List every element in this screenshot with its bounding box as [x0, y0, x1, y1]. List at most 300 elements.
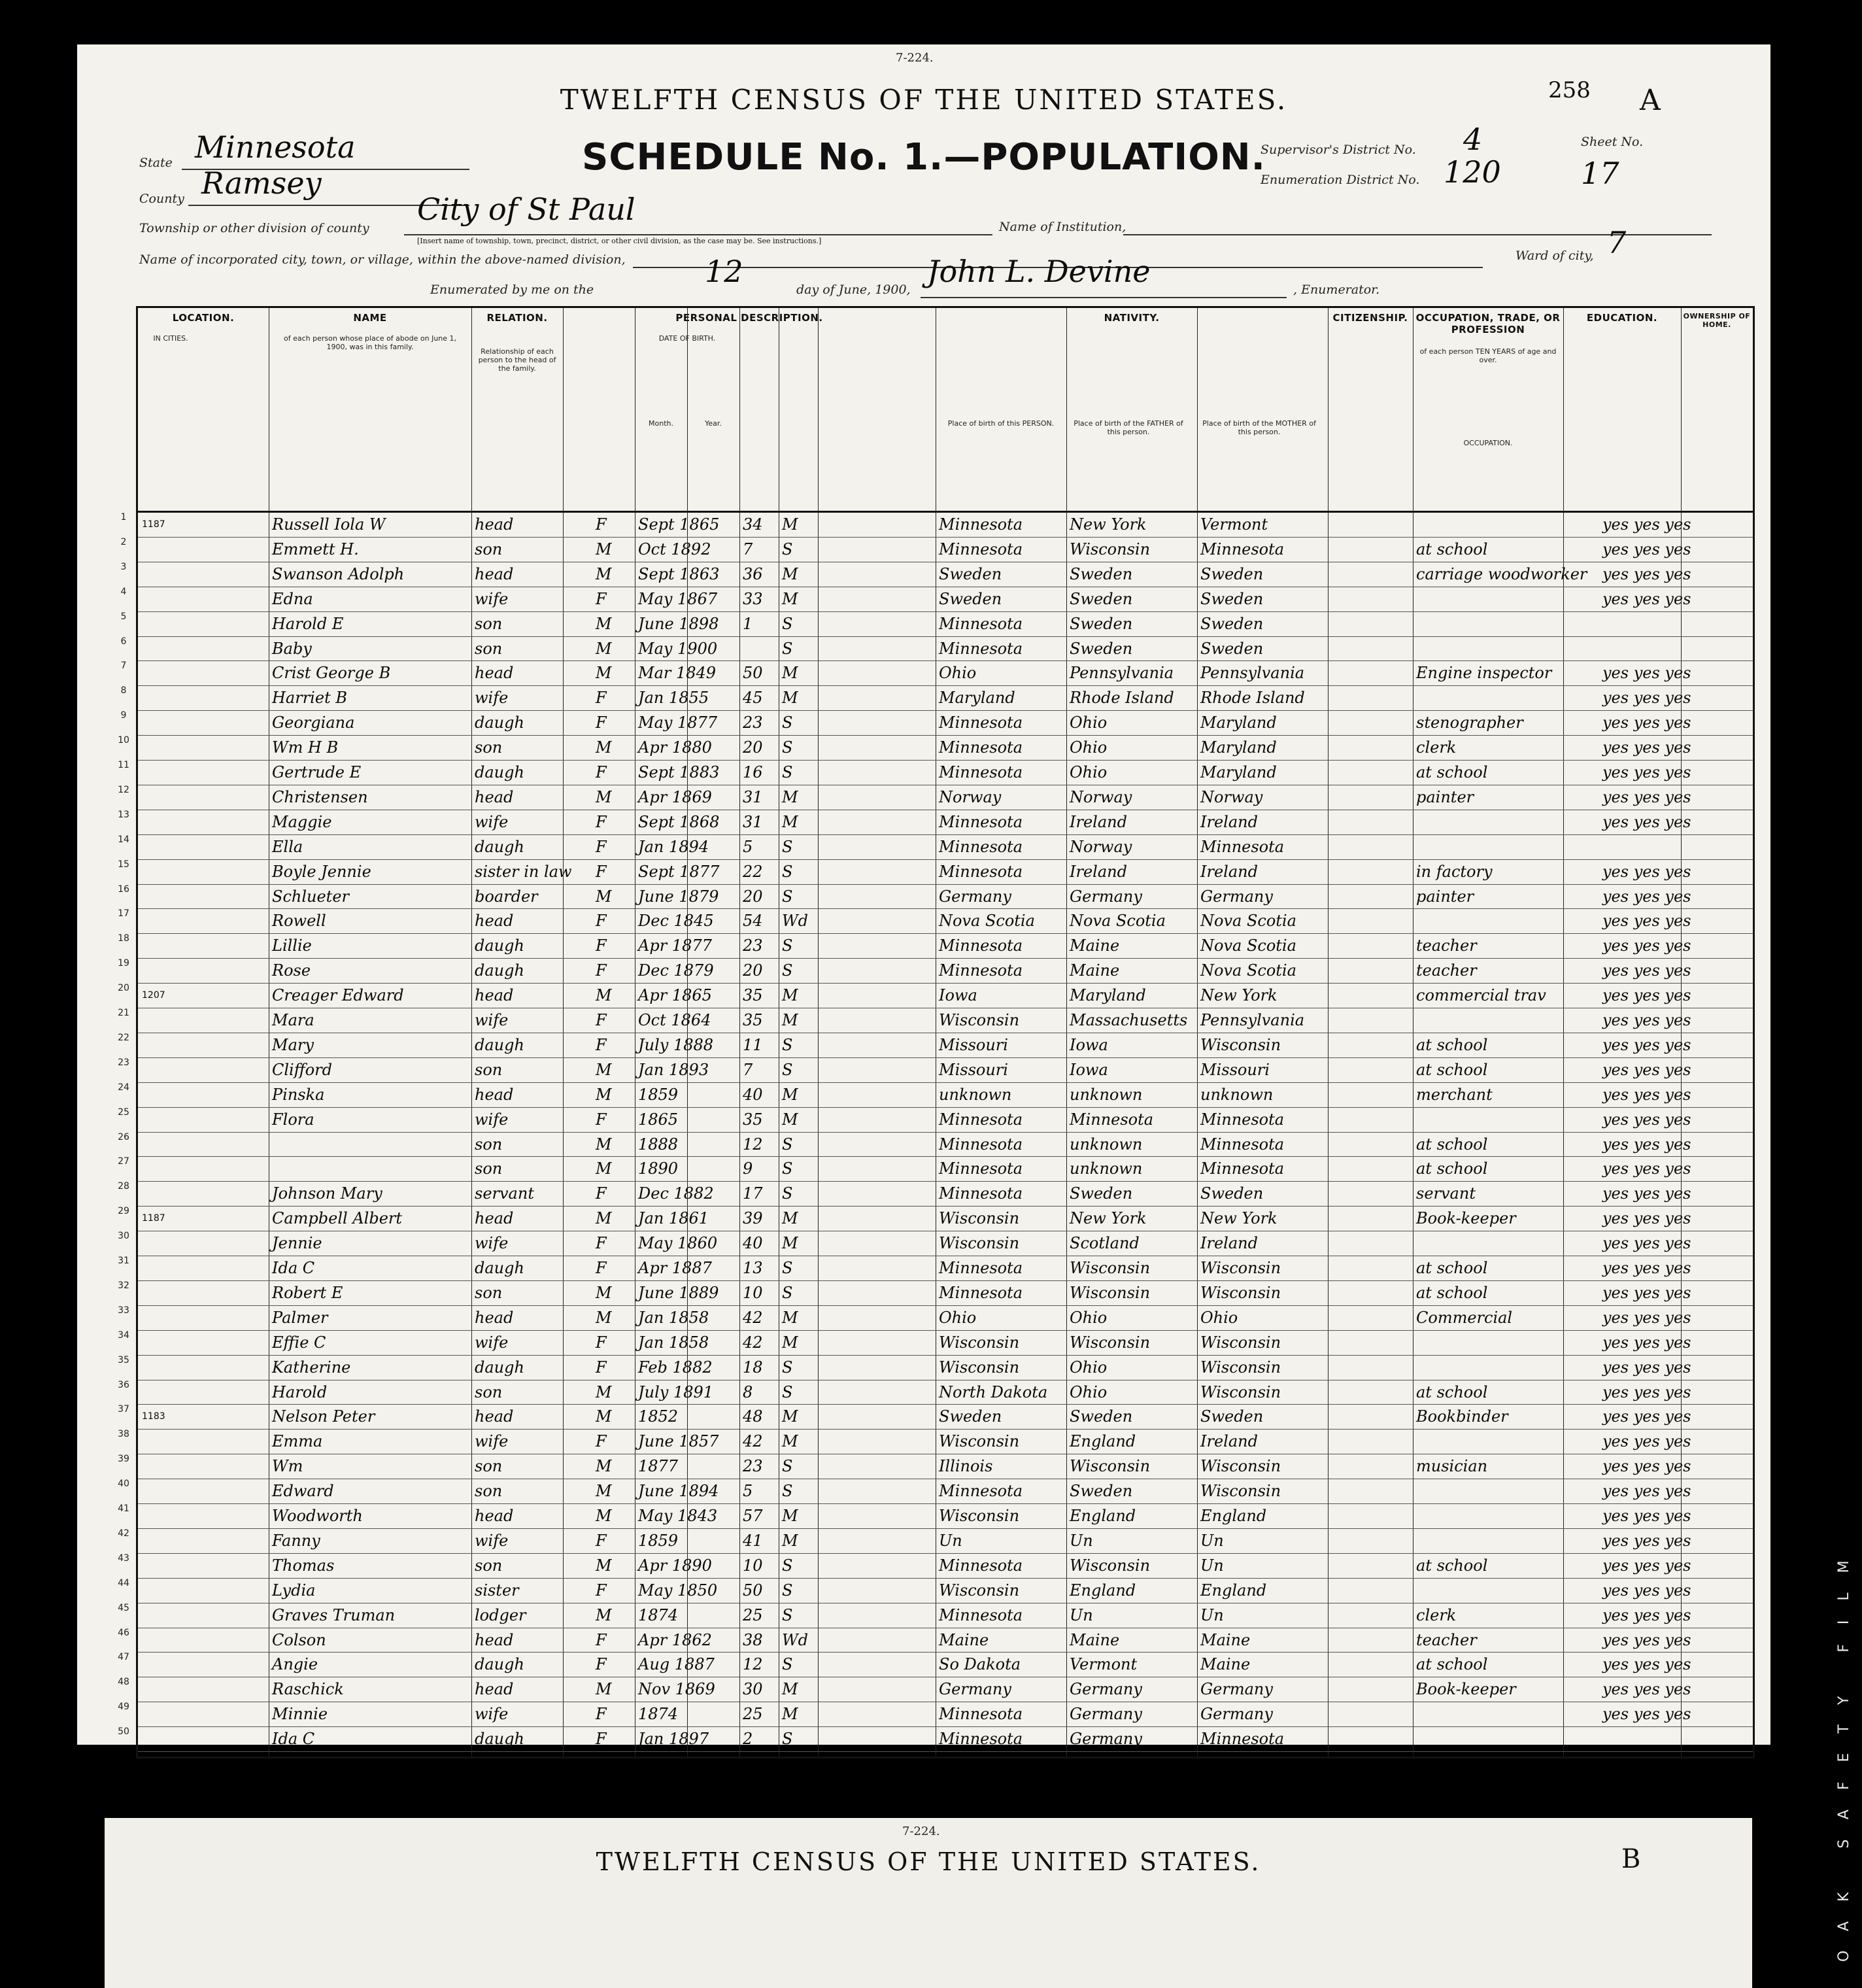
cell-edu: yes yes yes: [1602, 1358, 1691, 1377]
name-description: of each person whose place of abode on June 1, 1900, was in this family.: [283, 334, 457, 351]
cell-edu: yes yes yes: [1602, 1259, 1691, 1277]
cell-nat_f: Sweden: [1070, 1482, 1133, 1501]
cell-age: 31: [743, 787, 763, 806]
cell-name: Rose: [272, 961, 311, 980]
cell-n: 14: [118, 834, 129, 845]
cell-edu: yes yes yes: [1602, 1655, 1691, 1674]
cell-birth: Apr 1862: [638, 1630, 712, 1649]
cell-sex: M: [596, 1308, 612, 1327]
cell-age: 31: [743, 812, 763, 831]
cell-edu: yes yes yes: [1602, 1432, 1691, 1451]
cell-n: 47: [118, 1652, 129, 1663]
cell-age: 25: [743, 1605, 763, 1624]
cell-edu: yes yes yes: [1602, 1283, 1691, 1302]
cell-nat_m: Ohio: [1200, 1308, 1238, 1327]
relation-description: Relationship of each person to the head of the family.: [478, 347, 556, 373]
cell-name: Campbell Albert: [272, 1209, 403, 1228]
cell-occ: Engine inspector: [1416, 664, 1552, 683]
cell-edu: yes yes yes: [1602, 1705, 1691, 1724]
cell-cond: M: [782, 1705, 798, 1724]
cell-n: 3: [120, 561, 127, 572]
cell-occ: at school: [1416, 763, 1488, 781]
cell-occ: at school: [1416, 1382, 1488, 1401]
cell-occ: at school: [1416, 1060, 1488, 1079]
cell-n: 5: [120, 611, 127, 622]
enumeration-value: 120: [1444, 154, 1501, 190]
cell-occ: carriage woodworker: [1416, 564, 1587, 583]
cell-rel: wife: [475, 1110, 509, 1129]
cell-birth: May 1900: [638, 639, 718, 658]
institution-label: Name of Institution,: [999, 220, 1126, 234]
cell-cond: M: [782, 1234, 798, 1253]
cell-sex: F: [596, 515, 607, 534]
cell-cond: S: [782, 1060, 793, 1079]
cell-name: Robert E: [272, 1283, 343, 1302]
cell-nat_f: Norway: [1070, 837, 1132, 856]
cell-n: 49: [118, 1702, 129, 1713]
cell-nat_f: Wisconsin: [1070, 1457, 1151, 1476]
cell-age: 36: [743, 564, 763, 583]
cell-sex: F: [596, 1655, 607, 1674]
cell-age: 41: [743, 1531, 763, 1550]
cell-occ: teacher: [1416, 1630, 1477, 1649]
cell-name: Pinska: [272, 1085, 325, 1104]
cell-cond: Wd: [782, 912, 809, 931]
cell-n: 7: [120, 660, 127, 672]
cell-nat_f: Wisconsin: [1070, 1333, 1151, 1352]
cell-nat_f: New York: [1070, 1209, 1147, 1228]
cell-edu: yes yes yes: [1602, 713, 1691, 732]
cell-cond: M: [782, 664, 798, 683]
cell-n: 11: [118, 760, 129, 770]
cell-sex: F: [596, 589, 607, 608]
cell-nat_m: Ireland: [1200, 1234, 1258, 1253]
cell-nat_f: unknown: [1070, 1085, 1143, 1104]
cell-rel: daugh: [475, 1730, 524, 1749]
cell-sex: F: [596, 961, 607, 980]
cell-sex: F: [596, 713, 607, 732]
cell-edu: yes yes yes: [1602, 589, 1691, 608]
cell-nat_m: Minnesota: [1200, 1159, 1285, 1178]
cell-nat_m: Maine: [1200, 1630, 1251, 1649]
cell-n: 10: [118, 735, 129, 746]
cell-nat_m: Germany: [1200, 887, 1273, 906]
cell-sex: M: [596, 1283, 612, 1302]
cell-rel: head: [475, 1308, 514, 1327]
cell-nat_p: Wisconsin: [939, 1234, 1020, 1253]
cell-rel: daugh: [475, 1655, 524, 1674]
cell-nat_p: Missouri: [939, 1035, 1008, 1054]
cell-occ: clerk: [1416, 1605, 1457, 1624]
cell-name: Baby: [272, 639, 312, 658]
month-label: Month.: [649, 419, 673, 428]
cell-n: 26: [118, 1131, 129, 1142]
cell-n: 33: [118, 1305, 129, 1316]
sheet-letter: A: [1640, 84, 1661, 117]
cell-birth: May 1843: [638, 1507, 718, 1525]
enumeration-label: Enumeration District No.: [1261, 173, 1420, 187]
cell-rel: head: [475, 1507, 514, 1525]
cell-nat_p: Minnesota: [939, 1705, 1023, 1724]
cell-nat_m: Maryland: [1200, 738, 1277, 757]
cell-name: Clifford: [272, 1060, 333, 1079]
cell-birth: May 1850: [638, 1581, 718, 1600]
cell-n: 6: [120, 636, 127, 647]
cell-rel: head: [475, 912, 514, 931]
cell-name: Angie: [272, 1655, 318, 1674]
cell-nat_p: Wisconsin: [939, 1432, 1020, 1451]
ward-label: Ward of city,: [1515, 248, 1594, 263]
cell-n: 20: [118, 983, 129, 994]
cell-edu: yes yes yes: [1602, 1581, 1691, 1600]
cell-age: 40: [743, 1085, 763, 1104]
cell-n: 43: [118, 1552, 129, 1564]
cell-name: Fanny: [272, 1531, 320, 1550]
cell-sex: F: [596, 1035, 607, 1054]
enumerated-mid: day of June, 1900,: [796, 283, 911, 297]
cell-occ: at school: [1416, 1259, 1488, 1277]
cell-age: 22: [743, 862, 763, 881]
cell-occ: servant: [1416, 1184, 1476, 1203]
cell-cond: M: [782, 1407, 798, 1426]
cell-name: Edna: [272, 589, 313, 608]
cell-edu: yes yes yes: [1602, 1060, 1691, 1079]
cell-edu: yes yes yes: [1602, 887, 1691, 906]
cell-name: Graves Truman: [272, 1605, 396, 1624]
cell-age: 7: [743, 1060, 753, 1079]
cell-birth: Aug 1887: [638, 1655, 715, 1674]
cell-nat_f: England: [1070, 1507, 1136, 1525]
cell-age: 25: [743, 1705, 763, 1724]
cell-nat_p: Minnesota: [939, 1605, 1023, 1624]
cell-rel: wife: [475, 1705, 509, 1724]
col-group-relation: RELATION.: [486, 312, 548, 324]
cell-name: Schlueter: [272, 887, 349, 906]
cell-nat_f: Sweden: [1070, 1184, 1133, 1203]
cell-n: 18: [118, 933, 129, 944]
cell-age: 17: [743, 1184, 763, 1203]
cell-sex: M: [596, 1085, 612, 1104]
cell-n: 12: [118, 784, 129, 795]
cell-nat_p: Wisconsin: [939, 1333, 1020, 1352]
col-group-citizenship: CITIZENSHIP.: [1332, 312, 1408, 324]
cell-age: 30: [743, 1680, 763, 1699]
cell-nat_f: England: [1070, 1581, 1136, 1600]
cell-birth: Nov 1869: [638, 1680, 715, 1699]
cell-age: 20: [743, 887, 763, 906]
enumerator-value: John L. Devine: [927, 254, 1151, 289]
cell-nat_p: Minnesota: [939, 837, 1023, 856]
cell-nat_f: Vermont: [1070, 1655, 1138, 1674]
cell-nat_f: Ohio: [1070, 738, 1108, 757]
cell-name: Emma: [272, 1432, 323, 1451]
cell-nat_p: Maine: [939, 1630, 989, 1649]
cell-occ: clerk: [1416, 738, 1457, 757]
cell-rel: daugh: [475, 837, 524, 856]
cell-name: Wm H B: [272, 738, 339, 757]
cell-cond: M: [782, 1432, 798, 1451]
cell-nat_f: Germany: [1070, 1705, 1142, 1724]
cell-birth: June 1898: [638, 614, 719, 633]
cell-sex: M: [596, 540, 612, 558]
census-sheet-b: [105, 1818, 1752, 1988]
cell-nat_m: Maryland: [1200, 763, 1277, 781]
cell-rel: wife: [475, 1333, 509, 1352]
cell-nat_m: Wisconsin: [1200, 1333, 1281, 1352]
cell-edu: yes yes yes: [1602, 1630, 1691, 1649]
person-birth-label: Place of birth of this PERSON.: [947, 419, 1055, 428]
cell-n: 1: [120, 512, 127, 523]
cell-rel: son: [475, 1283, 503, 1302]
cell-sex: F: [596, 1581, 607, 1600]
cell-rel: son: [475, 614, 503, 633]
table-header: [138, 308, 1753, 513]
cell-birth: 1890: [638, 1159, 679, 1178]
cell-nat_p: Missouri: [939, 1060, 1008, 1079]
cell-name: Gertrude E: [272, 763, 362, 781]
cell-n: 34: [118, 1329, 129, 1341]
cell-edu: yes yes yes: [1602, 1085, 1691, 1104]
cell-rel: daugh: [475, 713, 524, 732]
col-group-nativity: NATIVITY.: [1104, 312, 1160, 324]
cell-nat_m: Minnesota: [1200, 540, 1285, 558]
cell-birth: 1874: [638, 1605, 679, 1624]
cell-rel: son: [475, 738, 503, 757]
cell-sex: M: [596, 1159, 612, 1178]
cell-rel: boarder: [475, 887, 538, 906]
cell-cond: S: [782, 1358, 793, 1377]
supervisor-value: 4: [1463, 122, 1483, 157]
cell-edu: yes yes yes: [1602, 787, 1691, 806]
cell-name: Raschick: [272, 1680, 344, 1699]
cell-nat_p: Minnesota: [939, 1259, 1023, 1277]
cell-n: 24: [118, 1082, 129, 1093]
cell-sex: F: [596, 1730, 607, 1749]
cell-nat_p: Minnesota: [939, 812, 1023, 831]
cell-sex: M: [596, 564, 612, 583]
cell-age: 23: [743, 713, 763, 732]
cell-birth: Sept 1868: [638, 812, 720, 831]
cell-age: 12: [743, 1135, 763, 1154]
cell-n: 8: [120, 685, 127, 696]
cell-nat_p: Wisconsin: [939, 1581, 1020, 1600]
cell-cond: S: [782, 1655, 793, 1674]
cell-name: Edward: [272, 1482, 334, 1501]
cell-rel: wife: [475, 1432, 509, 1451]
cell-name: Wm: [272, 1457, 303, 1476]
cell-birth: June 1879: [638, 887, 719, 906]
cell-name: Harriet B: [272, 689, 347, 708]
cell-cond: S: [782, 1457, 793, 1476]
census-title-b: TWELFTH CENSUS OF THE UNITED STATES.: [596, 1847, 1261, 1876]
cell-cond: M: [782, 1110, 798, 1129]
cell-nat_p: Minnesota: [939, 1283, 1023, 1302]
cell-rel: son: [475, 1060, 503, 1079]
cell-nat_p: Minnesota: [939, 862, 1023, 881]
cell-nat_f: Ohio: [1070, 1358, 1108, 1377]
cell-name: Flora: [272, 1110, 314, 1129]
cell-sex: F: [596, 1630, 607, 1649]
cell-nat_f: Ireland: [1070, 862, 1127, 881]
cell-rel: lodger: [475, 1605, 526, 1624]
cell-birth: Dec 1879: [638, 961, 714, 980]
cell-age: 23: [743, 1457, 763, 1476]
cell-birth: Sept 1863: [638, 564, 720, 583]
cell-cond: M: [782, 1507, 798, 1525]
cell-sex: F: [596, 1531, 607, 1550]
cell-cond: M: [782, 1011, 798, 1029]
cell-age: 10: [743, 1283, 763, 1302]
cell-nat_m: Germany: [1200, 1680, 1273, 1699]
cell-rel: daugh: [475, 961, 524, 980]
cell-nat_p: Un: [939, 1531, 962, 1550]
cell-birth: Feb 1882: [638, 1358, 713, 1377]
enumerated-prefix: Enumerated by me on the: [430, 283, 594, 297]
cell-birth: Jan 1855: [638, 689, 709, 708]
cell-cond: S: [782, 1605, 793, 1624]
cell-nat_p: Sweden: [939, 1407, 1002, 1426]
cell-occ: musician: [1416, 1457, 1488, 1476]
cell-age: 42: [743, 1432, 763, 1451]
cell-age: 54: [743, 912, 763, 931]
cell-rel: daugh: [475, 1035, 524, 1054]
cell-nat_f: Ohio: [1070, 1382, 1108, 1401]
cell-age: 10: [743, 1556, 763, 1575]
cell-nat_m: Nova Scotia: [1200, 961, 1296, 980]
father-birth-label: Place of birth of the FATHER of this person.: [1074, 419, 1183, 436]
cell-birth: 1859: [638, 1531, 679, 1550]
cell-nat_m: Wisconsin: [1200, 1457, 1281, 1476]
cell-nat_p: North Dakota: [939, 1382, 1048, 1401]
cell-nat_p: Wisconsin: [939, 1209, 1020, 1228]
cell-n: 50: [118, 1726, 129, 1738]
cell-house: 1187: [142, 519, 165, 530]
cell-age: 35: [743, 1011, 763, 1029]
cell-sex: M: [596, 614, 612, 633]
form-number: 7-224.: [896, 51, 934, 65]
cell-name: Boyle Jennie: [272, 862, 371, 881]
cell-n: 27: [118, 1156, 129, 1167]
cell-sex: M: [596, 1556, 612, 1575]
cell-nat_f: Norway: [1070, 787, 1132, 806]
cell-nat_f: Maine: [1070, 961, 1120, 980]
cell-cond: M: [782, 1308, 798, 1327]
cell-age: 11: [743, 1035, 763, 1054]
cell-birth: June 1894: [638, 1482, 719, 1501]
cell-name: Ida C: [272, 1730, 315, 1749]
cell-occ: Commercial: [1416, 1308, 1513, 1327]
cell-sex: F: [596, 1358, 607, 1377]
cell-edu: yes yes yes: [1602, 862, 1691, 881]
cell-edu: yes yes yes: [1602, 1531, 1691, 1550]
cell-sex: M: [596, 1482, 612, 1501]
cell-name: Harold: [272, 1382, 328, 1401]
cell-edu: yes yes yes: [1602, 738, 1691, 757]
cell-cond: M: [782, 812, 798, 831]
cell-n: 21: [118, 1008, 129, 1018]
cell-nat_p: Minnesota: [939, 936, 1023, 955]
cell-n: 38: [118, 1429, 129, 1440]
cell-nat_f: Maryland: [1070, 986, 1146, 1005]
cell-cond: S: [782, 639, 793, 658]
cell-nat_m: Wisconsin: [1200, 1259, 1281, 1277]
cell-age: 42: [743, 1333, 763, 1352]
cell-sex: M: [596, 664, 612, 683]
cell-n: 39: [118, 1454, 129, 1465]
cell-sex: F: [596, 1184, 607, 1203]
cell-name: Mara: [272, 1011, 314, 1029]
cell-edu: yes yes yes: [1602, 812, 1691, 831]
cell-nat_p: Ohio: [939, 664, 977, 683]
cell-birth: Apr 1890: [638, 1556, 712, 1575]
year-label: Year.: [705, 419, 722, 428]
cell-nat_f: Ohio: [1070, 713, 1108, 732]
cell-house: 1187: [142, 1213, 165, 1224]
cell-age: 1: [743, 614, 753, 633]
cell-nat_m: Wisconsin: [1200, 1283, 1281, 1302]
cell-birth: Jan 1897: [638, 1730, 709, 1749]
cell-n: 19: [118, 958, 129, 969]
cell-nat_p: Nova Scotia: [939, 912, 1035, 931]
cell-age: 34: [743, 515, 763, 534]
cell-nat_f: Ireland: [1070, 812, 1127, 831]
cell-name: Emmett H.: [272, 540, 359, 558]
cell-sex: F: [596, 912, 607, 931]
cell-nat_p: Minnesota: [939, 1135, 1023, 1154]
cell-nat_m: Sweden: [1200, 614, 1264, 633]
cell-birth: 1874: [638, 1705, 679, 1724]
cell-nat_p: unknown: [939, 1085, 1012, 1104]
county-label: County: [139, 192, 184, 206]
cell-edu: yes yes yes: [1602, 1333, 1691, 1352]
cell-edu: yes yes yes: [1602, 664, 1691, 683]
cell-occ: Bookbinder: [1416, 1407, 1508, 1426]
cell-cond: S: [782, 1730, 793, 1749]
cell-birth: Oct 1864: [638, 1011, 711, 1029]
cell-nat_m: Minnesota: [1200, 1110, 1285, 1129]
cell-sex: M: [596, 1382, 612, 1401]
cell-nat_m: Rhode Island: [1200, 689, 1305, 708]
cell-rel: wife: [475, 689, 509, 708]
cell-cond: S: [782, 1556, 793, 1575]
occupation-description: of each person TEN YEARS of age and over.: [1419, 347, 1557, 364]
col-group-education: EDUCATION.: [1586, 312, 1658, 324]
cell-nat_f: Maine: [1070, 1630, 1120, 1649]
cell-nat_m: Un: [1200, 1531, 1224, 1550]
mother-birth-label: Place of birth of the MOTHER of this person.: [1202, 419, 1316, 436]
cell-n: 22: [118, 1032, 129, 1043]
cell-n: 35: [118, 1354, 129, 1365]
cell-age: 20: [743, 738, 763, 757]
cell-birth: Dec 1882: [638, 1184, 714, 1203]
cell-nat_f: Sweden: [1070, 1407, 1133, 1426]
cell-n: 23: [118, 1057, 129, 1068]
cell-nat_f: England: [1070, 1432, 1136, 1451]
cell-nat_f: Iowa: [1070, 1035, 1108, 1054]
cell-rel: son: [475, 1556, 503, 1575]
cell-cond: S: [782, 862, 793, 881]
cell-nat_f: Ohio: [1070, 763, 1108, 781]
cell-sex: M: [596, 1457, 612, 1476]
cell-birth: 1859: [638, 1085, 679, 1104]
cell-edu: yes yes yes: [1602, 1482, 1691, 1501]
cell-name: Crist George B: [272, 664, 391, 683]
cell-name: Harold E: [272, 614, 344, 633]
cell-sex: F: [596, 1705, 607, 1724]
cell-age: 18: [743, 1358, 763, 1377]
cell-nat_p: Germany: [939, 1680, 1011, 1699]
cell-n: 41: [118, 1503, 129, 1514]
